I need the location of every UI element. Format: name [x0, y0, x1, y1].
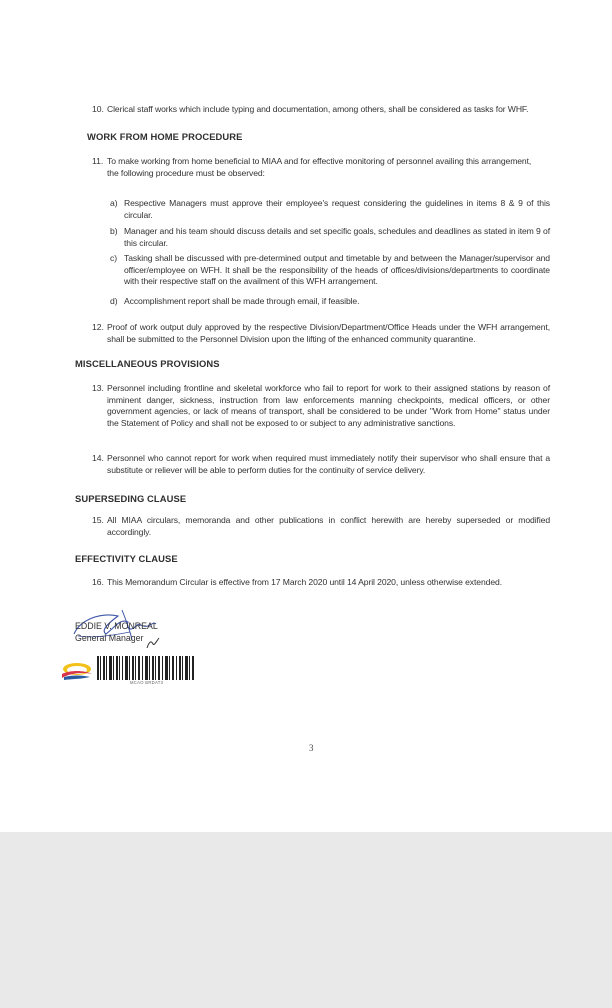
- item-10-text: Clerical staff works which include typing and documentation, among others, shall be considered as tasks for WHF.: [107, 104, 529, 114]
- initial-mark-icon: [145, 636, 161, 650]
- item-10-number: 10.: [92, 104, 104, 114]
- item-15-number: 15.: [92, 515, 104, 525]
- sub-item-a-text: Respective Managers must approve their employee's request considering the guidelines in items 8 & 9 of this circular.: [124, 198, 550, 220]
- barcode-icon: [97, 656, 195, 680]
- heading-work-from-home-procedure: WORK FROM HOME PROCEDURE: [87, 131, 243, 142]
- sub-item-d-text: Accomplishment report shall be made through email, if feasible.: [124, 296, 360, 306]
- item-11-line-1: To make working from home beneficial to MIAA and for effective monitoring of personnel availing this arrangement,: [107, 156, 532, 166]
- signatory-title: General Manager: [75, 633, 144, 643]
- item-14-number: 14.: [92, 453, 104, 463]
- signatory-name: EDDIE V. MONREAL: [75, 621, 158, 631]
- sub-item-b-label: b): [110, 226, 118, 236]
- item-14-text: Personnel who cannot report for work when required must immediately notify their supervisor who shall ensure that a substitute or reliever will be able to perform duties for the continuity of service delivery.: [107, 453, 550, 475]
- heading-miscellaneous-provisions: MISCELLANEOUS PROVISIONS: [75, 358, 220, 369]
- item-13-number: 13.: [92, 383, 104, 393]
- sub-item-a-label: a): [110, 198, 118, 208]
- item-11-number: 11.: [92, 156, 104, 166]
- item-16-number: 16.: [92, 577, 104, 587]
- item-11-line-2: the following procedure must be observed:: [107, 168, 265, 178]
- item-15-text: All MIAA circulars, memoranda and other publications in conflict herewith are hereby superseded or modified accordingly.: [107, 515, 550, 537]
- miaa-logo-icon: [60, 660, 94, 682]
- item-12-text: Proof of work output duly approved by the respective Division/Department/Office Heads under the WFH arrangement, shall be submitted to the Personnel Division upon the lifting of the enhanced community quarantine.: [107, 322, 550, 344]
- sub-item-c-label: c): [110, 253, 118, 263]
- heading-effectivity-clause: EFFECTIVITY CLAUSE: [75, 553, 178, 564]
- page-number: 3: [309, 743, 314, 753]
- heading-superseding-clause: SUPERSEDING CLAUSE: [75, 493, 187, 504]
- sub-item-c-text: Tasking shall be discussed with pre-determined output and timetable by and between the Manager/supervisor and officer/employee on WFH. It shall be the responsibility of the heads of offices/divisions/departments to coordinate with their respective staff on the availment of this WFH arrangement.: [124, 253, 550, 287]
- sub-item-b-text: Manager and his team should discuss details and set specific goals, schedules and deadlines as stated in item 9 of this circular.: [124, 226, 550, 248]
- item-12-number: 12.: [92, 322, 104, 332]
- item-13-text: Personnel including frontline and skeletal workforce who fail to report for work to their assigned stations by reason of imminent danger, sickness, instruction from law enforcements manning checkpoints, medical officers, or other government agencies, or lack of means of transport, shall be considered to be under "Work from Home" status under the Statement of Policy and shall not be exposed to or subject to any administrative sanctions.: [107, 383, 550, 428]
- barcode-caption: MCAO BRDAT3: [130, 680, 164, 685]
- sub-item-d-label: d): [110, 296, 118, 306]
- item-16-text: This Memorandum Circular is effective from 17 March 2020 until 14 April 2020, unless otherwise extended.: [107, 577, 502, 587]
